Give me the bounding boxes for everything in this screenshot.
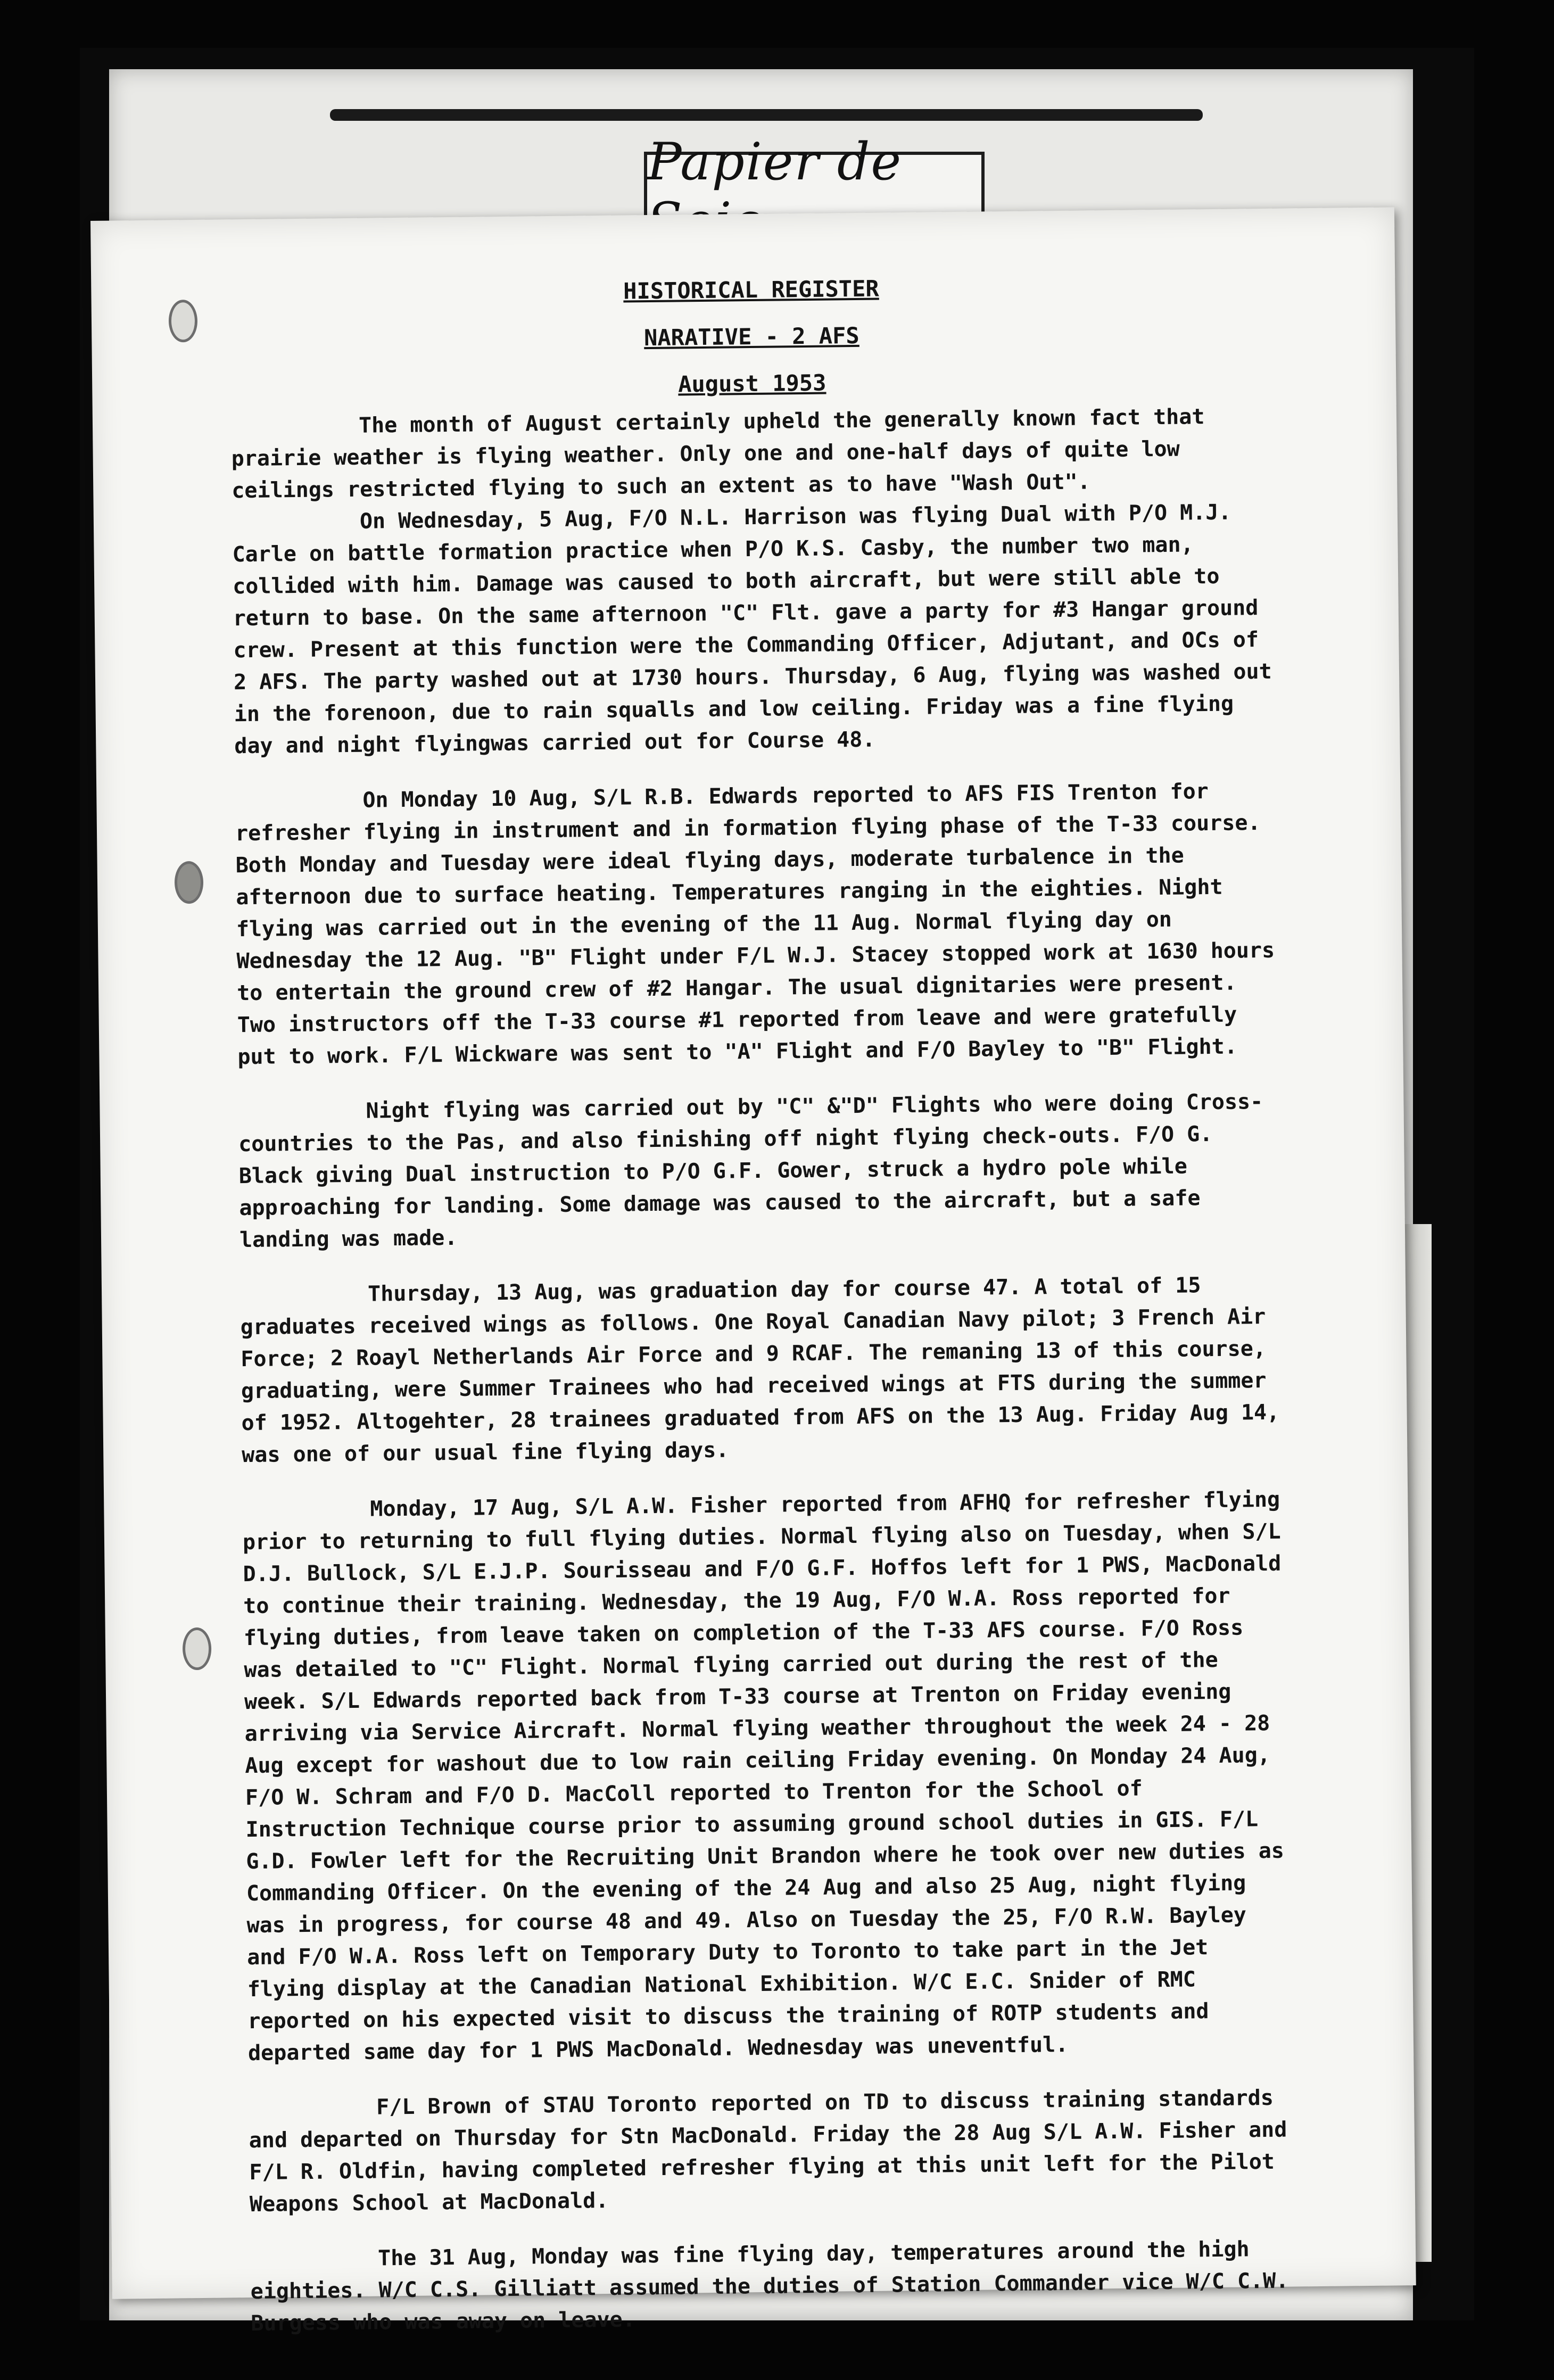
paragraph: On Wednesday, 5 Aug, F/O N.L. Harrison was flying Dual with P/O M.J. Carle on battle formation practice when P/O K.S. Casby, the number two man, collided with him. Damage was caused to both aircraft, but were still able to return to base. On the same afternoon "C" Flt. gave a party for #3 Hangar ground crew. Present at this function were the Commanding Officer, Adjutant, and OCs of 2 AFS. The party washed out at 1730 hours. Thursday, 6 Aug, flying was washed out in the forenoon, due to rain squalls and low ceiling. Friday was a fine flying day and night flyingwas carried out for Course 48.: [232, 500, 1272, 759]
top-rule: [330, 109, 1203, 121]
paragraph: On Monday 10 Aug, S/L R.B. Edwards reported to AFS FIS Trenton for refresher flying in instrument and in formation flying phase of the T-33 course. Both Monday and Tuesday were ideal flying days, moderate turbalence in the afternoon due to surface heating. Temperatures ranging in the eighties. Night flying was carried out in the evening of the 11 Aug. Normal flying day on Wednesday the 12 Aug. "B" Flight under F/L W.J. Stacey stopped work at 1630 hours to entertain the ground crew of #2 Hangar. The usual dignitaries were present. Two instructors off the T-33 course #1 reported from leave and were gratefully put to work. F/L Wickware was sent to "A" Flight and F/O Bayley to "B" Flight.: [235, 779, 1275, 1070]
punch-hole: [183, 1627, 212, 1671]
punch-hole: [175, 861, 204, 904]
paragraph: F/L Brown of STAU Toronto reported on TD to discuss training standards and departed on Thursday for Stn MacDonald. Friday the 28 Aug S/L A.W. Fisher and F/L R. Oldfin, having completed refresher flying at this unit left for the Pilot Weapons School at MacDonald.: [249, 2085, 1287, 2217]
paragraph: Monday, 17 Aug, S/L A.W. Fisher reported from AFHQ for refresher flying prior to returning to full flying duties. Normal flying also on Tuesday, when S/L D.J. Bullock, S/L E.J.P. Sourisseau and F/O G.F. Hoffos left for 1 PWS, MacDonald to continue their training. Wednesday, the 19 Aug, F/O W.A. Ross reported for flying duties, from leave taken on completion of the T-33 AFS course. F/O Ross was detailed to "C" Flight. Normal flying carried out during the rest of the week. S/L Edwards reported back from T-33 course at Trenton on Friday evening arriving via Service Aircraft. Normal flying weather throughout the week 24 - 28 Aug except for washout due to low rain ceiling Friday evening. On Monday 24 Aug, F/O W. Schram and F/O D. MacColl reported to Trenton for the School of Instruction Technique course prior to assuming ground school duties in GIS. F/L G.D. Fowler left for the Recruiting Unit Brandon where he took over new duties as Commanding Officer. On the evening of the 24 Aug and also 25 Aug, night flying was in progress, for course 48 and 49. Also on Tuesday the 25, F/O R.W. Bayley and F/O W.A. Ross left on Temporary Duty to Toronto to take part in the Jet flying display at the Canadian National Exhibition. W/C E.C. Snider of RMC reported on his expected visit to discuss the training of ROTP students and departed same day for 1 PWS MacDonald. Wednesday was uneventful.: [242, 1487, 1285, 2066]
punch-hole: [169, 300, 198, 343]
paragraph: Night flying was carried out by "C" &"D" Flights who were doing Cross-countries to the Pas, and also finishing off night flying check-outs. F/O G. Black giving Dual instruction to P/O G.F. Gower, struck a hydro pole while approaching for landing. Some damage was caused to the aircraft, but a safe landing was made.: [238, 1089, 1263, 1253]
document-title: HISTORICAL REGISTER: [623, 275, 879, 304]
document-body: [229, 267, 1294, 2363]
paragraph: Thursday, 13 Aug, was graduation day for course 47. A total of 15 graduates received wings as follows. One Royal Canadian Navy pilot; 3 French Air Force; 2 Roayl Netherlands Air Force and 9 RCAF. The remaning 13 of this course, graduating, were Summer Trainees who had received wings at FTS during the summer of 1952. Altogehter, 28 trainees graduated from AFS on the 13 Aug. Friday Aug 14, was one of our usual fine flying days.: [240, 1273, 1280, 1468]
document-page: [90, 207, 1416, 2336]
paragraph: The 31 Aug, Monday was fine flying day, temperatures around the high eighties. W/C C.S. Gilliatt assumed the duties of Station Commander vice W/C C.W. Burgess who was away on leave.: [250, 2237, 1289, 2336]
document-subtitle: NARATIVE - 2 AFS: [643, 322, 859, 351]
date-heading: August 1953: [677, 369, 826, 398]
paragraph: The month of August certainly upheld the generally known fact that prairie weather is flying weather. Only one and one-half days of quite low ceilings restricted flying to such an extent as to have "Wash Out".: [231, 404, 1205, 503]
label-text: Papier de: [647, 132, 903, 192]
